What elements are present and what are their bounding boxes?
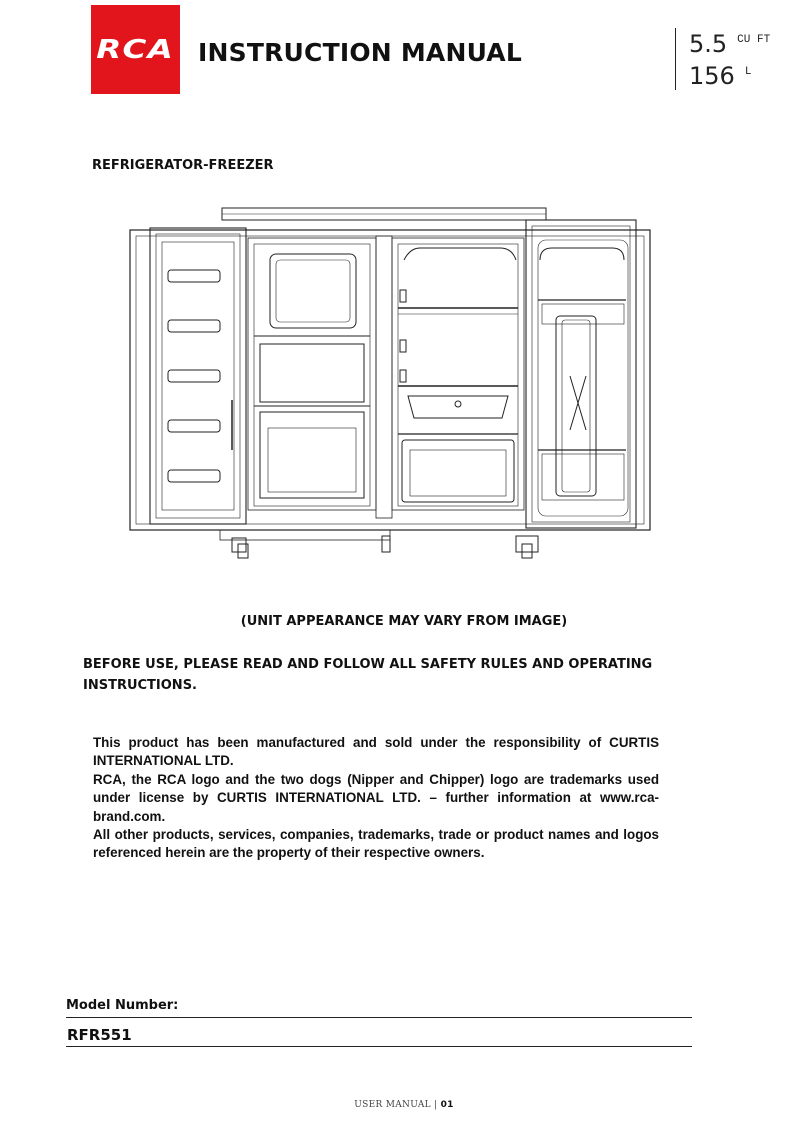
appearance-note: (UNIT APPEARANCE MAY VARY FROM IMAGE) — [240, 614, 568, 629]
refrigerator-illustration — [120, 200, 660, 562]
capacity-cuft-unit: CU FT — [737, 34, 771, 46]
page-number: 01 — [440, 1100, 454, 1110]
rca-logo-text: RCA — [96, 34, 175, 65]
capacity-cuft — [689, 30, 770, 58]
legal-paragraph-1: This product has been manufactured and sold under the responsibility of CURTIS INTERNATIONAL LTD. — [93, 735, 659, 769]
manual-title: INSTRUCTION MANUAL — [198, 38, 522, 67]
capacity-liters — [689, 62, 751, 90]
capacity-liters-value: 156 — [689, 62, 735, 90]
legal-notice — [93, 734, 659, 863]
safety-notice: BEFORE USE, PLEASE READ AND FOLLOW ALL SAFETY RULES AND OPERATING INSTRUCTIONS. — [83, 657, 653, 693]
page-footer — [0, 1100, 808, 1110]
legal-paragraph-2: RCA, the RCA logo and the two dogs (Nipper and Chipper) logo are trademarks used under license by CURTIS INTERNATIONAL LTD. – further information at www.rca-brand.com. — [93, 771, 659, 824]
rca-logo — [91, 5, 180, 94]
model-bottom-rule — [66, 1046, 692, 1047]
legal-paragraph-3: All other products, services, companies, trademarks, trade or product names and logos referenced herein are the property of their respective owners. — [93, 827, 659, 861]
footer-label: USER MANUAL | — [354, 1100, 438, 1110]
model-number-label: Model Number: — [66, 998, 179, 1013]
capacity-divider — [675, 28, 676, 90]
capacity-cuft-value: 5.5 — [689, 30, 728, 58]
model-number-value: RFR551 — [67, 1026, 132, 1044]
product-type: REFRIGERATOR-FREEZER — [92, 158, 274, 173]
capacity-liters-unit: L — [744, 66, 752, 78]
model-top-rule — [66, 1017, 692, 1018]
